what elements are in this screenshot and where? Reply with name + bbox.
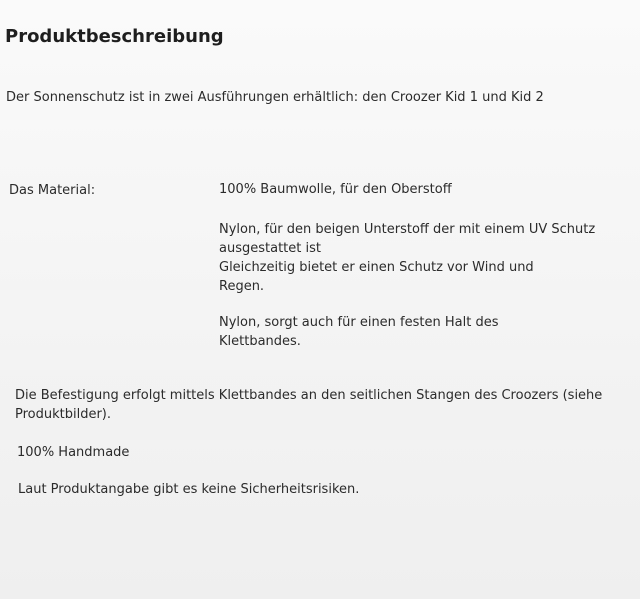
material-block-nylon-lining xyxy=(219,220,595,296)
page-title: Produktbeschreibung xyxy=(5,26,224,47)
material-nylon-lining-line: ausgestattet ist xyxy=(219,241,321,256)
attachment-text xyxy=(15,386,602,424)
handmade-text: 100% Handmade xyxy=(17,445,130,460)
material-nylon-velcro-line: Nylon, sorgt auch für einen festen Halt des xyxy=(219,315,499,330)
material-label: Das Material: xyxy=(9,183,96,198)
material-nylon-lining-line: Nylon, für den beigen Unterstoff der mit einem UV Schutz xyxy=(219,222,596,237)
material-block-nylon-velcro xyxy=(219,313,498,351)
risks-text: Laut Produktangabe gibt es keine Sicherheitsrisiken. xyxy=(18,482,360,497)
material-nylon-lining-line: Regen. xyxy=(219,279,265,294)
intro-text: Der Sonnenschutz ist in zwei Ausführungen erhältlich: den Croozer Kid 1 und Kid 2 xyxy=(6,90,544,105)
material-line-cotton: 100% Baumwolle, für den Oberstoff xyxy=(219,182,452,197)
attachment-line: Die Befestigung erfolgt mittels Klettbandes an den seitlichen Stangen des Croozers (siehe xyxy=(15,388,603,403)
attachment-line: Produktbilder). xyxy=(15,407,112,422)
material-nylon-velcro-line: Klettbandes. xyxy=(219,334,301,349)
material-nylon-lining-line: Gleichzeitig bietet er einen Schutz vor Wind und xyxy=(219,260,534,275)
